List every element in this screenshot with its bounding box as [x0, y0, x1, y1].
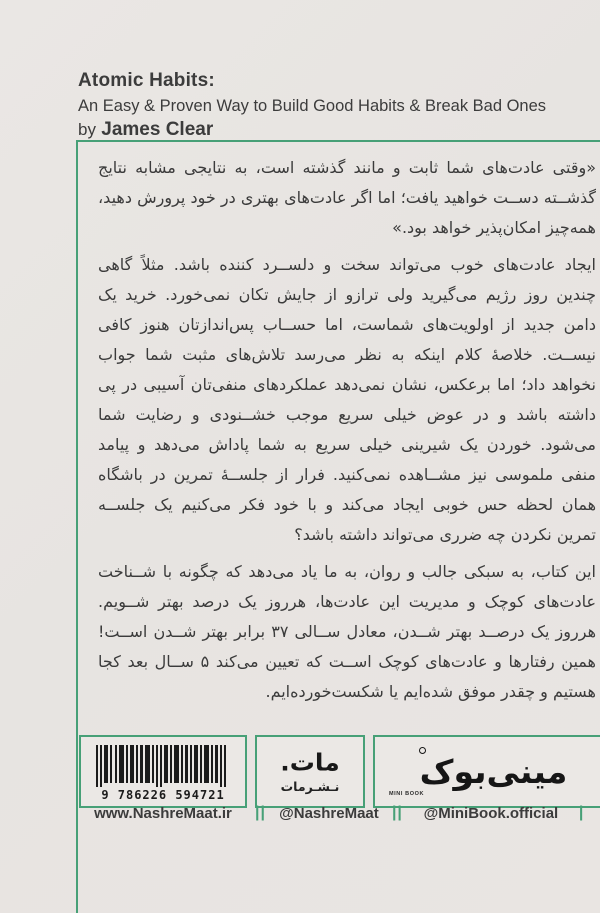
separator-bar: | — [578, 804, 585, 821]
isbn-barcode-box — [79, 735, 247, 808]
by-prefix: by — [78, 120, 96, 139]
isbn-number: 9 786226 594721 — [101, 788, 225, 802]
author-name: James Clear — [101, 119, 214, 140]
social-row — [79, 804, 600, 822]
publisher-handle: @NashreMaat — [279, 804, 379, 822]
book-subtitle-english: An Easy & Proven Way to Build Good Habits & Break Bad Ones — [78, 97, 547, 115]
green-frame — [76, 140, 600, 913]
minibook-latin-label: MINI BOOK — [389, 791, 425, 797]
separator-bars: || — [391, 804, 403, 821]
description-paragraph-2: این کتاب، به سبکی جالب و روان، به ما یاد می‌دهد که چگونه با شــناخت عادت‌های کوچک و مدیریت این عادت‌ها، هرروز یک درصد بهتر شــویم. هرروز یک درصــد بهتر شــدن، معادل ســالی ۳۷ برابر بهتر شــدن اســت! همین رفتارها و عادت‌های کوچک اســت که تعیین می‌کند ۵ ســال بعد کجا هستیم و چقدر موفق شده‌ایم یا شکست‌خورده‌ایم. — [98, 562, 597, 701]
byline — [78, 119, 546, 141]
description-paragraph-1: ایجاد عادت‌های خوب می‌تواند سخت و دلســرد کننده باشد. مثلاً گاهی چندین روز رژیم می‌گیرید ولی ترازو از جایش تکان نمی‌خورد. خرید یک دامن جدید از اولویت‌های شماست، اما حســاب پس‌اندازتان هنوز کافی نیســت. خلاصهٔ کلام اینکه به نظر می‌رسد تلاش‌های مثبت شما جواب نخواهد داد؛ اما برعکس، نشان نمی‌دهد عملکردهای منفی‌تان آسیبی در پی داشته باشد و در عوض خیلی سریع موجب خشــنودی و رضایت شما می‌شود. خوردن یک شیرینی خیلی سریع به شما پاداش می‌دهد و پیامد منفی ملموسی نیز مشــاهده نمی‌کنید. فرار از جلســهٔ تمرین در باشگاه همان لحظه حس خوبی ایجاد می‌کند و با خود فکر می‌کنیم یک جلســه تمرین نکردن چه ضرری می‌تواند داشته باشد؟ — [98, 255, 596, 544]
barcode-icon — [90, 745, 236, 787]
logo-row — [79, 735, 600, 808]
book-title-english: Atomic Habits: — [78, 70, 215, 91]
publisher-website: www.NashreMaat.ir — [94, 804, 232, 822]
separator-bars: || — [255, 804, 266, 821]
maat-publisher-name: نـشـرمات — [280, 778, 340, 794]
minibook-ring-icon — [419, 747, 426, 754]
english-header — [78, 70, 546, 141]
minibook-handle: @MiniBook.official — [423, 804, 559, 822]
quote-paragraph: «وقتی عادت‌های شما ثابت و مانند گذشته است، به نتایجی مشابه نتایج گذشــته دســت خواهید یافت؛ اما اگر عادت‌های بهتری در خود پرورش دهید، همه‌چیز امکان‌پذیر خواهد بود.» — [98, 158, 596, 237]
maat-logo: مات. — [280, 748, 340, 776]
minibook-logo: مینی‌بوک — [419, 751, 568, 791]
persian-description — [78, 142, 600, 707]
publisher-maat-box — [255, 735, 365, 808]
minibook-box — [373, 735, 600, 808]
